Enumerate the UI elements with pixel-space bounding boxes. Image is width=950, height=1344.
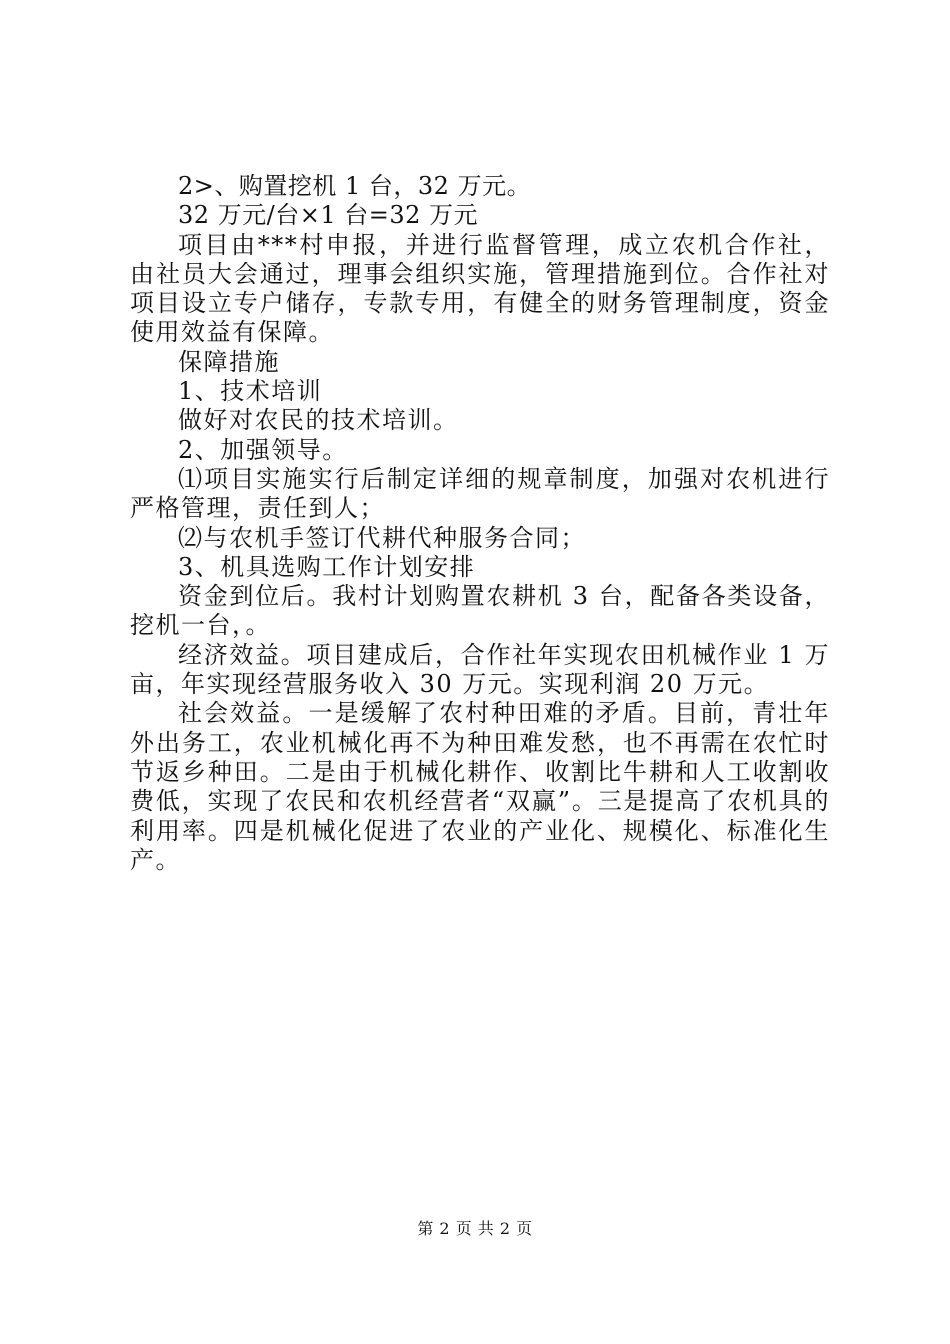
page-number-footer: 第 2 页 共 2 页	[417, 1219, 533, 1238]
paragraph-training-detail: 做好对农民的技术培训。	[178, 406, 459, 435]
paragraph-economic-benefit: 经济效益。项目建成后，合作社年实现农田机械作业 1 万亩，年实现经营服务收入 30 万元。实现利润 20 万元。	[130, 640, 830, 699]
paragraph-heading-safeguards: 保障措施	[178, 347, 280, 376]
paragraph-heading-training: 1、技术培训	[178, 377, 323, 406]
paragraph-excavator-cost-formula: 32 万元/台×1 台=32 万元	[178, 201, 479, 230]
document-body	[130, 172, 830, 875]
paragraph-leadership-item-2: ⑵与农机手签订代耕代种服务合同；	[178, 523, 586, 552]
paragraph-purchase-excavator: 2>、购置挖机 1 台，32 万元。	[178, 172, 532, 200]
paragraph-leadership-item-1: ⑴项目实施实行后制定详细的规章制度，加强对农机进行严格管理，责任到人；	[130, 464, 830, 523]
paragraph-procurement-detail: 资金到位后。我村计划购置农耕机 3 台，配备各类设备，挖机一台，。	[130, 582, 830, 640]
paragraph-project-management: 项目由***村申报，并进行监督管理，成立农机合作社，由社员大会通过，理事会组织实施，管理措施到位。合作社对项目设立专户储存，专款专用，有健全的财务管理制度，资金使用效益有保障。	[130, 230, 830, 347]
paragraph-social-benefit: 社会效益。一是缓解了农村种田难的矛盾。目前，青壮年外出务工，农业机械化再不为种田难发愁，也不再需在农忙时节返乡种田。二是由于机械化耕作、收割比牛耕和人工收割收费低，实现了农民和农机经营者“双赢”。三是提高了农机具的利用率。四是机械化促进了农业的产业化、规模化、标准化生产。	[130, 699, 830, 874]
paragraph-heading-procurement-plan: 3、机具选购工作计划安排	[178, 552, 476, 581]
paragraph-heading-leadership: 2、加强领导。	[178, 435, 348, 464]
